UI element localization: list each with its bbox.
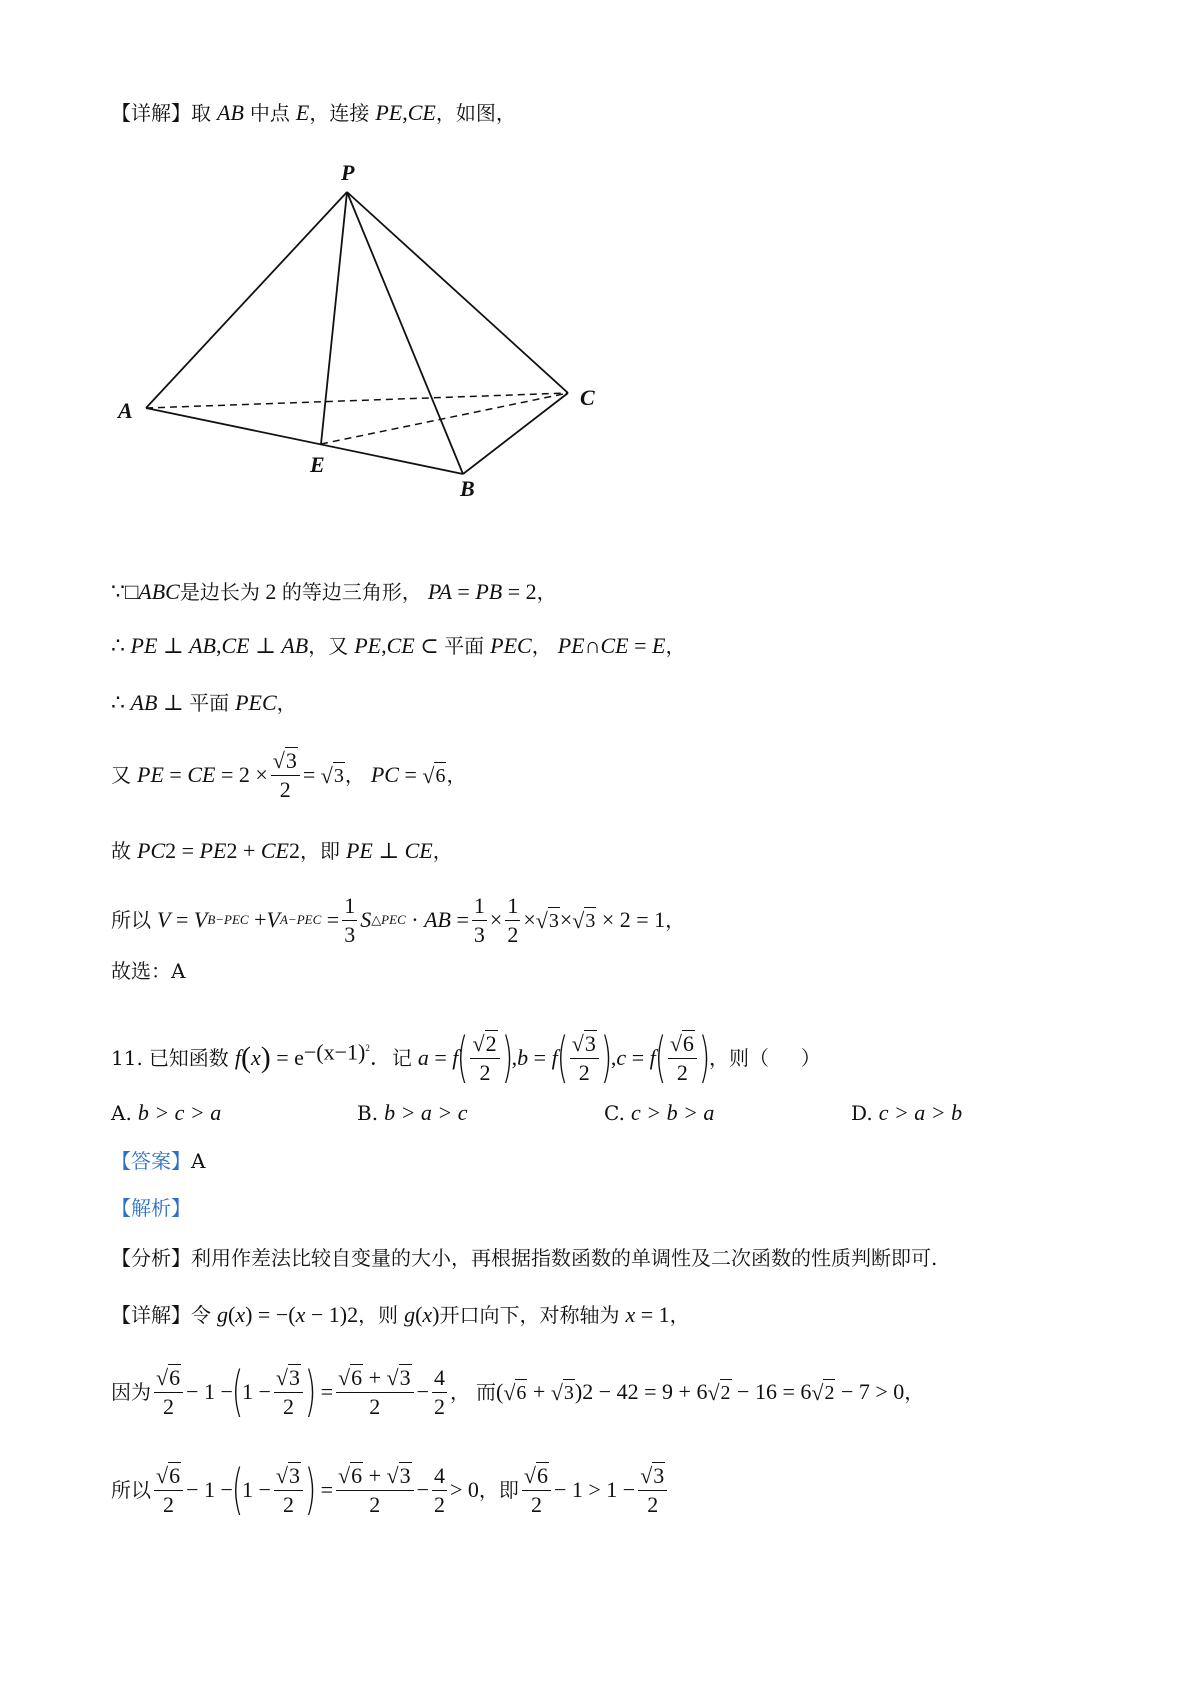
edge-EC-dashed	[321, 393, 568, 444]
solution-intro-line: 【详解】 取 AB 中点 E ，连接 PE , CE ，如图，	[111, 100, 516, 125]
analysis-text: 利用作差法比较自变量的大小，再根据指数函数的单调性及二次函数的性质判断即可.	[191, 1246, 938, 1270]
analysis-line	[111, 1245, 937, 1271]
step-5: 故 PC 2 = PE 2 + CE 2 ，即 PE ⊥ CE ，	[111, 838, 453, 863]
step-1: ∵□ ABC 是边长为 2 的等边三角形， PA = PB = 2 ，	[111, 579, 557, 604]
option-c: C. c > b > a	[604, 1100, 715, 1125]
analysis-tag: 【解析】	[111, 1196, 191, 1220]
label-A: A	[118, 398, 133, 423]
option-a: A. b > c > a	[111, 1100, 222, 1125]
answer-line	[111, 1148, 205, 1174]
edge-BC	[463, 393, 568, 474]
pyramid-diagram	[110, 160, 630, 510]
detail-tag: 【详解】	[111, 101, 191, 125]
edge-PE	[321, 192, 347, 444]
detail-tag-2: 【详解】	[111, 1303, 191, 1327]
step-4: 又 PE = CE = 2 × √ 3 2 = √ 3 ， PC = √ 6 ，	[111, 748, 467, 802]
label-B: B	[460, 476, 475, 501]
detail-line-3: 所以 √ 6 2 − 1 − ( 1 − √ 3 2 ) = √ 6 + √ 3 2 − $\frac{4}{2}$ > 0 ，即 √ 6 2 − 1 > 1 − √ 3 2	[111, 1450, 670, 1530]
edge-PA	[146, 192, 347, 408]
option-d: D. c > a > b	[851, 1100, 963, 1125]
step-2: ∴ PE ⊥ AB , CE ⊥ AB ，又 PE , CE ⊂ 平面 PEC ， PE ∩ CE = E ，	[111, 633, 686, 658]
question-number: 11.	[111, 1046, 143, 1070]
question-11-stem: 11. 已知函数 f ( x ) = e $^{-(x-1)^2}$ ． 记 a = f ( √ 2 2 ) , b = f ( √ 3 2 ) , c = f ( √ 6 2 ) ，则（ ）	[111, 1026, 821, 1089]
answer-tag: 【答案】	[111, 1149, 191, 1173]
detail-line-2: 因为 √ 6 2 − 1 − ( 1 − √ 3 2 ) = √ 6 + √ 3 2 − $\frac{4}{2}$ ， 而 ( √ 6 + √ 3 ) 2 − 4 2 = 9 + 6 √ 2 − 16 = 6 √ 2 − 7 > 0 ，	[111, 1360, 925, 1423]
edge-PC	[347, 192, 568, 393]
edge-AB	[146, 408, 463, 474]
label-C: C	[580, 385, 595, 410]
step-7: 故选：A	[111, 959, 186, 983]
label-P: P	[341, 160, 355, 185]
edge-AC-dashed	[146, 393, 568, 408]
step-3: ∴ AB ⊥ 平面 PEC ，	[111, 690, 297, 715]
answer-value: A	[191, 1149, 206, 1173]
edge-PB	[347, 192, 463, 474]
step-6: 所以 V = V B−PEC + V A−PEC = $\frac{1}{3}$ S △PEC · AB = $\frac{1}{3}$ × $\frac{1}{2}$ × √ 3 × √ 3 × 2 = 1 ，	[111, 892, 686, 947]
option-b: B. b > a > c	[357, 1100, 468, 1125]
detail-line-1: 【详解】 令 g ( x ) = −( x − 1) 2 ，则 g ( x ) 开口向下，对称轴为 x = 1 ，	[111, 1302, 690, 1327]
analysis-tag-line	[111, 1195, 191, 1221]
label-E: E	[310, 452, 325, 477]
analysis-label: 【分析】	[111, 1246, 191, 1270]
